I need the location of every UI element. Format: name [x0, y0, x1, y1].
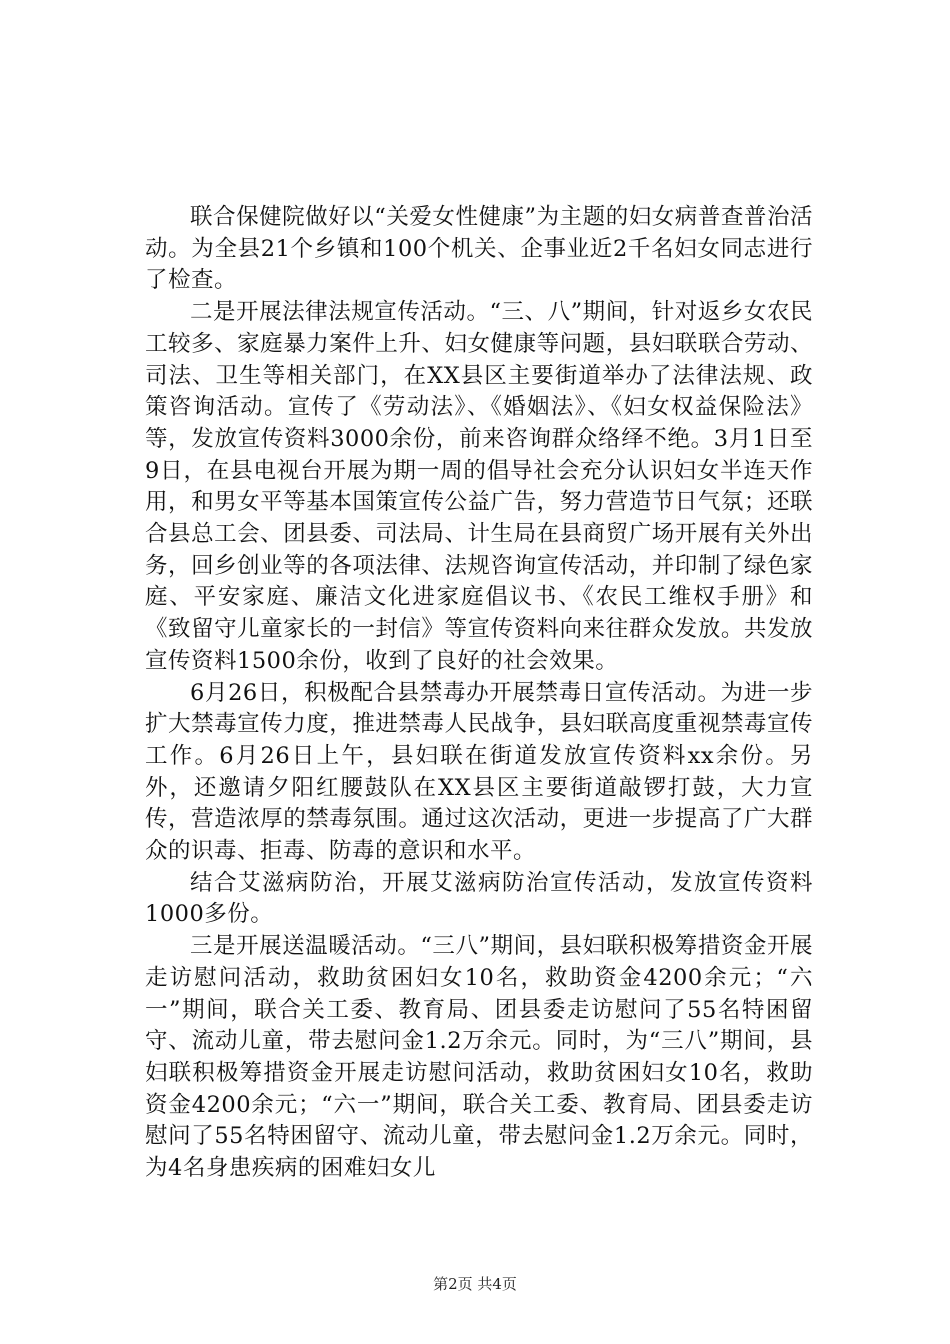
paragraph-aids-prevention: 结合艾滋病防治，开展艾滋病防治宣传活动，发放宣传资料1000多份。 — [145, 869, 813, 928]
paragraph-warmth-campaign: 三是开展送温暖活动。“三八”期间，县妇联积极筹措资金开展走访慰问活动，救助贫困妇女10名，救助资金4200余元；“六一”期间，联合关工委、教育局、团县委走访慰问了55名特困留守、流动儿童，带去慰问金1.2万余元。同时，为“三八”期间，县妇联积极筹措资金开展走访慰问活动，救助贫困妇女10名，救助资金4200余元；“六一”期间，联合关工委、教育局、团县委走访慰问了55名特困留守、流动儿童，带去慰问金1.2万余元。同时，为4名身患疾病的困难妇女儿 — [145, 933, 813, 1182]
page-footer: 第2页 共4页 — [433, 1275, 517, 1293]
paragraph-health-check: 联合保健院做好以“关爱女性健康”为主题的妇女病普查普治活动。为全县21个乡镇和100个机关、企事业近2千名妇女同志进行了检查。 — [145, 204, 813, 294]
document-body — [145, 202, 813, 1185]
paragraph-anti-drug: 6月26日，积极配合县禁毒办开展禁毒日宣传活动。为进一步扩大禁毒宣传力度，推进禁毒人民战争，县妇联高度重视禁毒宣传工作。6月26日上午，县妇联在街道发放宣传资料xx余份。另外，还邀请夕阳红腰鼓队在XX县区主要街道敲锣打鼓，大力宣传，营造浓厚的禁毒氛围。通过这次活动，更进一步提高了广大群众的识毒、拒毒、防毒的意识和水平。 — [145, 679, 813, 865]
paragraph-law-publicity: 二是开展法律法规宣传活动。“三、八”期间，针对返乡女农民工较多、家庭暴力案件上升、妇女健康等问题，县妇联联合劳动、司法、卫生等相关部门，在XX县区主要街道举办了法律法规、政策咨询活动。宣传了《劳动法》、《婚姻法》、《妇女权益保险法》等，发放宣传资料3000余份，前来咨询群众络绎不绝。3月1日至9日，在县电视台开展为期一周的倡导社会充分认识妇女半连天作用，和男女平等基本国策宣传公益广告，努力营造节日气氛；还联合县总工会、团县委、司法局、计生局在县商贸广场开展有关外出务，回乡创业等的各项法律、法规咨询宣传活动，并印制了绿色家庭、平安家庭、廉洁文化进家庭倡议书、《农民工维权手册》和《致留守儿童家长的一封信》等宣传资料向来往群众发放。共发放宣传资料1500余份，收到了良好的社会效果。 — [145, 299, 813, 674]
